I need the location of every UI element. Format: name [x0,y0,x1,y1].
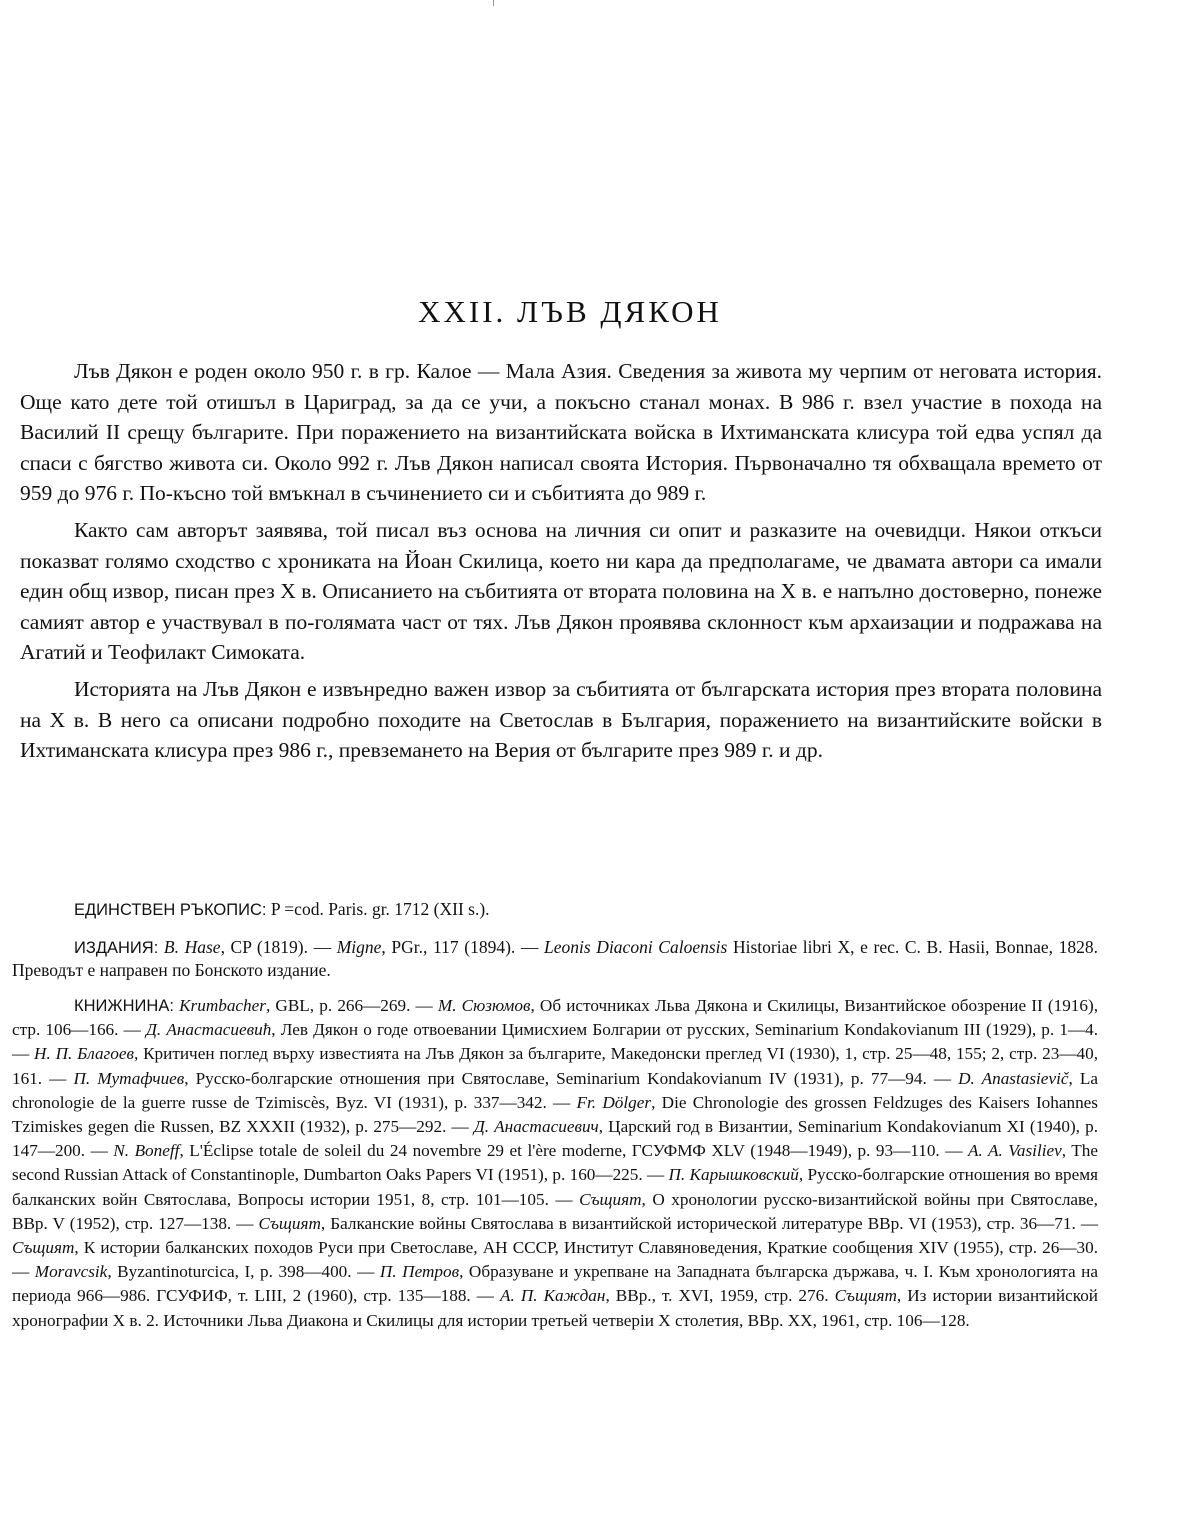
bibliography-segment: , Русско-болгарские отношения во время балканских войн Святослава, Вопросы истории 1951, 8, стр. 101—105. — [12,1165,1098,1209]
bibliography-segment: , BBp., т. XVI, 1959, стр. 276. [605,1286,835,1306]
bibliography-segment: П. Карышковский [668,1165,799,1185]
editions-segment: , PGr., 117 (1894). — [381,937,545,957]
editions-label: ИЗДАНИЯ: [74,939,159,957]
bibliography-segment: , The second Russian Attack of Constantinople, Dumbarton Oaks Papers VI (1951), p. 160—225. — [12,1141,1098,1185]
bibliography-segment: , Царский год в Византии, Seminarium Kondakovianum XI (1940), p. 147—200. — [12,1117,1098,1161]
bibliography-segment: , Русско-болгарские отношения при Святославе, Seminarium Kondakovianum IV (1931), p. 77—94. — [184,1068,959,1088]
manuscript-note [12,898,1098,921]
bibliography-segment: М. Сюзюмов [437,996,531,1015]
bibliography-segment: Krumbacher [179,996,266,1015]
editions-segment: B. Hase [163,937,221,957]
bibliography-segment: П. Петров [379,1262,460,1282]
bibliography-segment: , Лев Дякон о годе отвоевании Цимисхием Болгарии от русских, Seminarium Kondakovianum III (1929), p. 1—4. — [12,1020,1098,1064]
bibliography-segment: , О хронологии русско-византийской войны при Святославе, BBp. V (1952), стр. 127—138. — [12,1189,1098,1233]
bibliography-segment: , L'Éclipse totale de soleil du 24 novembre 29 et l'ère moderne, ГСУФМФ XLV (1948—1949), p. 93—110. — [179,1141,968,1161]
editions-segment: Migne [336,937,382,957]
bibliography-note [12,994,1098,1333]
bibliography-segment: , Критичен поглед върху известията на Лъв Дякон за българите, Македонски преглед VI (1930), 1, стр. 25—48, 155; 2, стр. 23—40, 161. — [12,1044,1099,1088]
bibliography-segment: , Из истории византийской хронографии X в. 2. Источники Льва Диакона и Скилицы для истории третьей четверіи X столетия, BBp. XX, 1961, стр. 106—128. [12,1286,1098,1330]
chapter-title: XXII. ЛЪВ ДЯКОН [418,294,722,329]
bibliography-segment: Moravcsik [34,1262,108,1282]
bibliography-segment: Същият [834,1286,897,1306]
editions-segment: Leonis Diaconi Caloensis [544,937,728,957]
bibliography-segment: A. A. Vasiliev [967,1141,1062,1161]
paragraph-2: Както сам авторът заявява, той писал въз основа на личния си опит и разказите на очевидци. Някои откъси показват голямо сходство с хрониката на Йоан Скилица, което ни кара да предполагаме, че двамата автори са имали един общ извор, писан през X в. Описанието на събитията от втората половина на X в. е напълно достоверно, понеже самият автор е участвувал в по-голямата част от тях. Лъв Дякон проявява склонност към архаизации и подражава на Агатий и Теофилакт Симоката. [20,517,1102,665]
editions-text [12,937,1098,980]
bibliography-segment: Fr. Dölger [576,1092,652,1112]
bibliography-segment: , К истории балканских походов Руси при Светославе, АН СССР, Институт Славяноведения, Краткие сообщения XIV (1955), стр. 26—30. — [12,1238,1098,1282]
bibliography-segment: , Die Chronologie des grossen Feldzuges des Kaisers Iohannes Tzimiskes gegen die Russen, BZ XXXII (1932), p. 275—292. — [12,1092,1098,1137]
bibliography-label: КНИЖНИНА: [74,997,174,1015]
bibliography-segment: N. Boneff [113,1141,180,1161]
bibliography-segment: , Об источниках Льва Дякона и Скилицы, Византийское обозрение II (1916), стр. 106—166. — [12,996,1098,1040]
bibliography-segment: , Образуване и укрепване на Западната българска държава, ч. I. Към хронологията на периода 966—986. ГСУФИФ, т. LIII, 2 (1960), стр. 135—188. — [12,1262,1099,1306]
bibliography-segment: Същият [579,1189,642,1209]
paragraph-1: Лъв Дякон е роден около 950 г. в гр. Калое — Мала Азия. Сведения за живота му черпим от неговата история. Още като дете той отишъл в Цариград, за да се учи, а покъсно станал монах. В 986 г. взел участие в похода на Василий II срещу българите. При поражението на византийската войска в Ихтиманската клисура той едва успял да спаси с бягство живота си. Около 992 г. Лъв Дякон написал своята История. Първоначално тя обхващала времето от 959 до 976 г. По-късно той вмъкнал в съчинението си и събитията до 989 г. [20,359,1102,506]
bibliography-segment: П. Мутафчиев [73,1068,185,1088]
scan-artifact [493,0,494,6]
bibliography-segment: , GBL, p. 266—269. — [265,996,438,1015]
bibliography-segment: , La chronologie de la guerre russe de Tzimiscès, Byz. VI (1931), p. 337—342. — [12,1068,1098,1112]
bibliography-segment: Н. П. Благоев [34,1044,134,1064]
bibliography-segment: D. Anastasievič [958,1068,1069,1088]
bibliography-segment: Същият [258,1213,321,1233]
bibliography-text [12,996,1098,1330]
paragraph-3: Историята на Лъв Дякон е извънредно важен извор за събитията от българската история през втората половина на X в. В него са описани подробно походите на Светослав в България, поражението на византийските войски в Ихтиманската клисура през 986 г., превземането на Верия от българите през 989 г. и др. [20,676,1102,763]
bibliography-segment: , Балканские войны Святослава в византийской исторической литературе BBp. VI (1953), стр. 36—71. — [320,1213,1099,1233]
manuscript-label: ЕДИНСТВЕН РЪКОПИС: [74,901,267,919]
editions-segment: Historiae libri X, e rec. C. B. Hasii, Bonnae, 1828. Преводът е направен по Бонското издание. [12,937,1098,980]
manuscript-text: P =cod. Paris. gr. 1712 (XII s.). [270,899,490,919]
editions-note [12,936,1098,981]
bibliography-segment: Д. Анастасиевич [473,1117,599,1137]
bibliography-segment: , Byzantinoturcica, I, p. 398—400. — [107,1262,380,1282]
bibliography-segment: А. П. Каждан [500,1286,606,1306]
editions-segment: , CP (1819). — [220,937,337,957]
chapter-body [20,356,1102,766]
bibliography-segment: Д. Анастасиевић [145,1020,272,1040]
bibliography-segment: Същият [12,1238,75,1258]
